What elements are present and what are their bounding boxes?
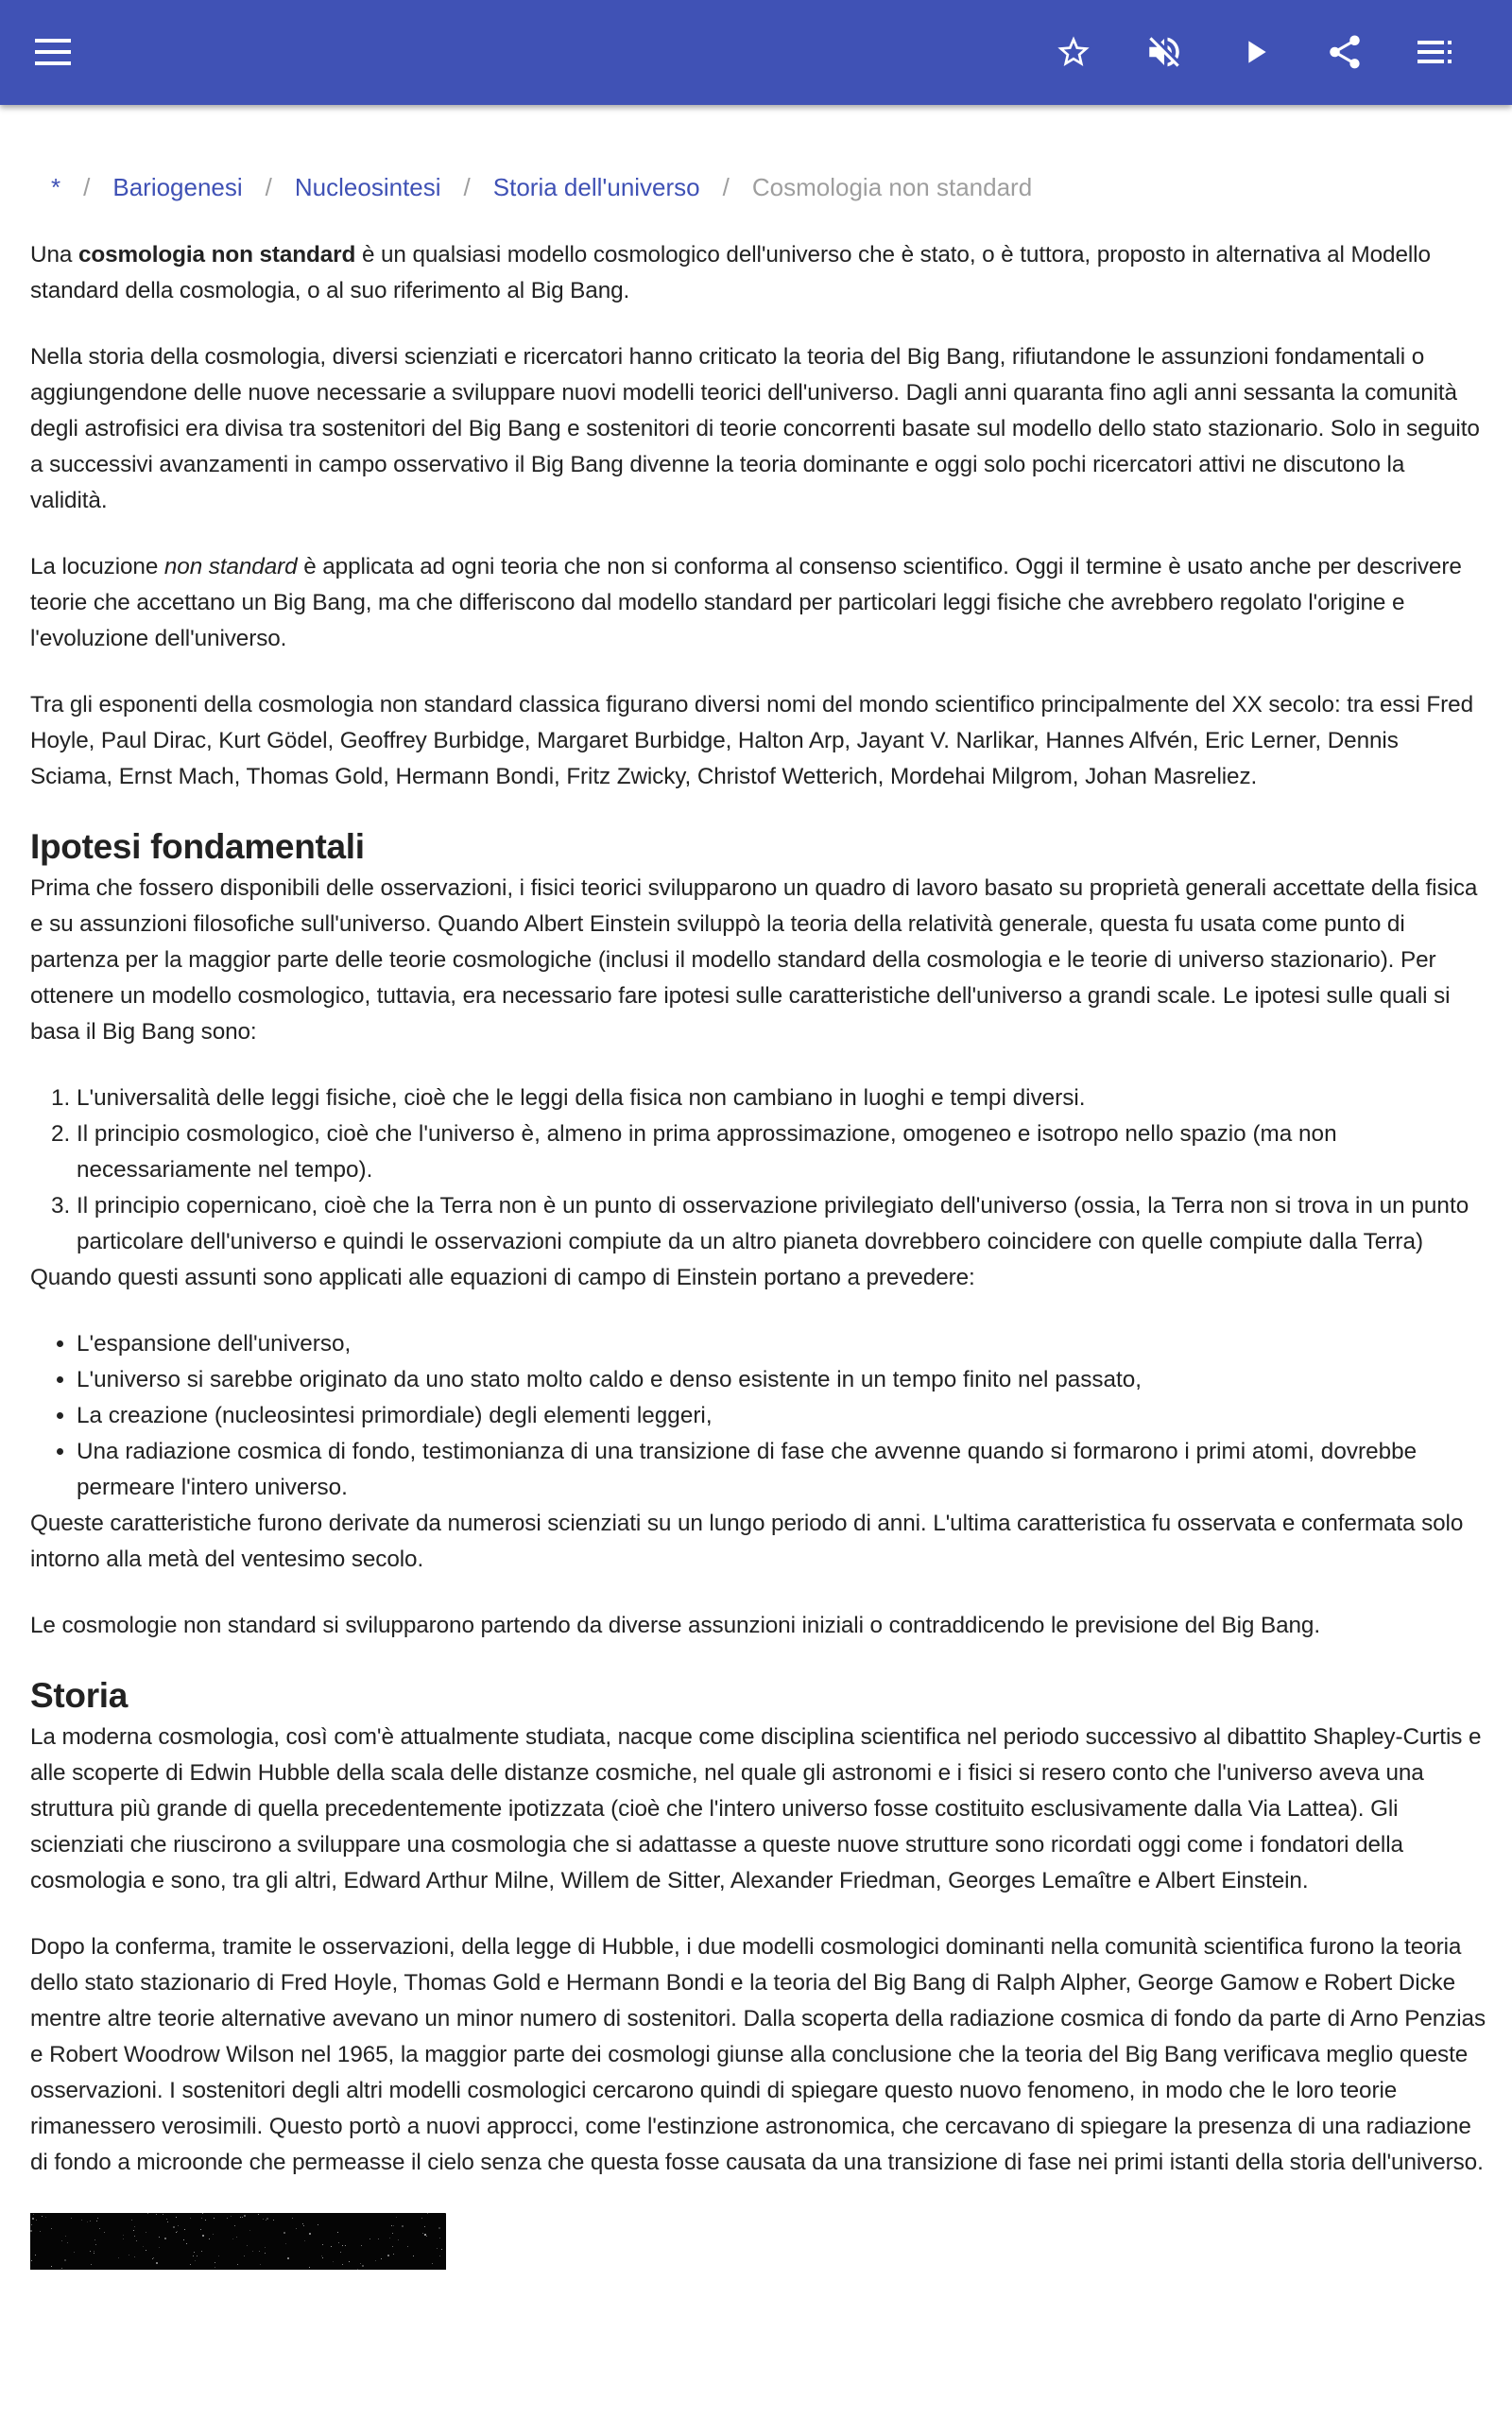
breadcrumb-separator: / [463, 173, 471, 201]
predictions-list [30, 1326, 1486, 1506]
table-of-contents-button[interactable] [1407, 24, 1464, 80]
list-item: • L'espansione dell'universo, [77, 1326, 1486, 1362]
breadcrumb-separator: / [722, 173, 730, 201]
list-item: • La creazione (nucleosintesi primordiale) degli elementi leggeri, [77, 1398, 1486, 1434]
volume-off-icon [1144, 32, 1184, 72]
intro-paragraph [30, 237, 1486, 309]
breadcrumb-current: Cosmologia non standard [751, 173, 1033, 201]
share-icon [1325, 32, 1365, 72]
p3-rest: è applicata ad ogni teoria che non si conforma al consenso scientifico. Oggi il termine è usato anche per descrivere teorie che accettano un Big Bang, ma che differiscono dal modello standard per particolari leggi fisiche che avrebbero regolato l'origine e l'evoluzione dell'universo. [30, 554, 1462, 651]
non-standard-origins-paragraph: Le cosmologie non standard si svilupparono partendo da diverse assunzioni iniziali o contraddicendo le previsione del Big Bang. [30, 1613, 1320, 1638]
p3-italic-term: non standard [163, 554, 298, 579]
intro-lead: Una [30, 242, 78, 268]
history-criticism-paragraph: Nella storia della cosmologia, diversi scienziati e ricercatori hanno criticato la teoria del Big Bang, rifiutandone le assunzioni fondamentali o aggiungendone delle nuove necessarie a sviluppare nuovi modelli teorici dell'universo. Dagli anni quaranta fino agli anni sessanta la comunità degli astrofisici era divisa tra sostenitori del Big Bang e sostenitori di teorie concorrenti basate sul modello dello stato stazionario. Solo in seguito a successivi avanzamenti in campo osservativo il Big Bang divenne la teoria dominante e oggi solo pochi ricercatori attivi ne discutono la validità. [30, 344, 1480, 513]
list-item: • L'universo si sarebbe originato da uno stato molto caldo e denso esistente in un tempo finito nel passato, [77, 1362, 1486, 1398]
intro-bold-term: cosmologia non standard [77, 242, 356, 268]
list-item: • Una radiazione cosmica di fondo, testimonianza di una transizione di fase che avvenne quando si formarono i primi atomi, dovrebbe permeare l'intero universo. [77, 1434, 1486, 1506]
characteristics-paragraph: Queste caratteristiche furono derivate da numerosi scienziati su un lungo periodo di anni. L'ultima caratteristica fu osservata e confermata solo intorno alla metà del ventesimo secolo. [30, 1511, 1464, 1572]
section-heading-storia: Storia [30, 1676, 129, 1715]
starfield-image[interactable] [30, 2213, 446, 2270]
breadcrumb-home[interactable]: * [51, 173, 61, 201]
breadcrumb-separator: / [83, 173, 91, 201]
ipotesi-paragraph: Prima che fossero disponibili delle osservazioni, i fisici teorici svilupparono un quadro di lavoro basato su proprietà generali accettate della fisica e su assunzioni filosofiche sull'universo. Quando Albert Einstein sviluppò la teoria della relatività generale, questa fu usata come punto di partenza per la maggior parte delle teorie cosmologiche (inclusi il modello standard della cosmologia e le teorie di universo stazionario). Per ottenere un modello cosmologico, tuttavia, era necessario fare ipotesi sulle caratteristiche dell'universo a grandi scale. Le ipotesi sulle quali si basa il Big Bang sono: [30, 875, 1478, 1045]
breadcrumb [30, 161, 1486, 214]
storia-paragraph-1: La moderna cosmologia, così com'è attualmente studiata, nacque come disciplina scientifica nel periodo successivo al dibattito Shapley-Curtis e alle scoperte di Edwin Hubble della scala delle distanze cosmiche, nel quale gli astronomi e i fisici si resero conto che l'universo aveva una struttura più grande di quella precedentemente ipotizzata (cioè che l'intero universo fosse costituito esclusivamente dalla Via Lattea). Gli scienziati che riuscirono a sviluppare una cosmologia che si adattasse a queste nuove strutture sono ricordati oggi come i fondatori della cosmologia e sono, tra gli altri, Edward Arthur Milne, Willem de Sitter, Alexander Friedman, Georges Lemaître e Albert Einstein. [30, 1724, 1482, 1893]
play-icon [1236, 33, 1274, 71]
list-item: 1. L'universalità delle leggi fisiche, cioè che le leggi della fisica non cambiano in luoghi e tempi diversi. [77, 1080, 1486, 1116]
predictions-intro-paragraph: Quando questi assunti sono applicati alle equazioni di campo di Einstein portano a prevedere: [30, 1265, 975, 1290]
menu-button[interactable] [25, 24, 81, 80]
breadcrumb-separator: / [265, 173, 272, 201]
list-item: 3. Il principio copernicano, cioè che la Terra non è un punto di osservazione privilegiato dell'universo (ossia, la Terra non si trova in un punto particolare dell'universo e quindi le osservazioni compiute da un altro pianeta dovrebbero coincidere con quelle compiute dalla Terra) [77, 1188, 1486, 1260]
menu-icon [35, 39, 71, 65]
breadcrumb-nucleosintesi[interactable]: Nucleosintesi [294, 173, 441, 201]
article-content [30, 161, 1486, 2270]
p3-lead: La locuzione [30, 554, 164, 579]
breadcrumb-storia-universo[interactable]: Storia dell'universo [492, 173, 700, 201]
list-item: 2. Il principio cosmologico, cioè che l'universo è, almeno in prima approssimazione, omogeneo e isotropo nello spazio (ma non necessariamente nel tempo). [77, 1116, 1486, 1188]
intro-rest: è un qualsiasi modello cosmologico dell'universo che è stato, o è tuttora, proposto in alternativa al Modello standard della cosmologia, o al suo riferimento al Big Bang. [30, 242, 1431, 303]
share-button[interactable] [1316, 24, 1373, 80]
star-outline-icon [1055, 33, 1092, 71]
favorite-button[interactable] [1045, 24, 1102, 80]
play-button[interactable] [1227, 24, 1283, 80]
exponents-paragraph: Tra gli esponenti della cosmologia non standard classica figurano diversi nomi del mondo scientifico principalmente del XX secolo: tra essi Fred Hoyle, Paul Dirac, Kurt Gödel, Geoffrey Burbidge, Margaret Burbidge, Halton Arp, Jayant V. Narlikar, Hannes Alfvén, Eric Lerner, Dennis Sciama, Ernst Mach, Thomas Gold, Hermann Bondi, Fritz Zwicky, Christof Wetterich, Mordehai Milgrom, Johan Masreliez. [30, 692, 1473, 789]
storia-paragraph-2: Dopo la conferma, tramite le osservazioni, della legge di Hubble, i due modelli cosmologici dominanti nella comunità scientifica furono la teoria dello stato stazionario di Fred Hoyle, Thomas Gold e Hermann Bondi e la teoria del Big Bang di Ralph Alpher, George Gamow e Robert Dicke mentre altre teorie alternative avevano un minor numero di sostenitori. Dalla scoperta della radiazione cosmica di fondo da parte di Arno Penzias e Robert Woodrow Wilson nel 1965, la maggior parte dei cosmologi giunse alla conclusione che la teoria del Big Bang verificava meglio queste osservazioni. I sostenitori degli altri modelli cosmologici cercarono quindi di spiegare questo nuovo fenomeno, in modo che le loro teorie rimanessero verosimili. Questo portò a nuovi approcci, come l'estinzione astronomica, che cercavano di spiegare la presenza di una radiazione di fondo a microonde che permeasse il cielo senza che questa fosse causata da una transizione di fase nei primi istanti della storia dell'universo. [30, 1934, 1486, 2175]
breadcrumb-bariogenesi[interactable]: Bariogenesi [112, 173, 243, 201]
sound-toggle-button[interactable] [1136, 24, 1193, 80]
section-heading-ipotesi: Ipotesi fondamentali [30, 827, 365, 866]
non-standard-definition-paragraph [30, 549, 1486, 657]
playlist-icon [1418, 41, 1453, 63]
app-bar [0, 0, 1512, 105]
hypotheses-list [30, 1080, 1486, 1260]
